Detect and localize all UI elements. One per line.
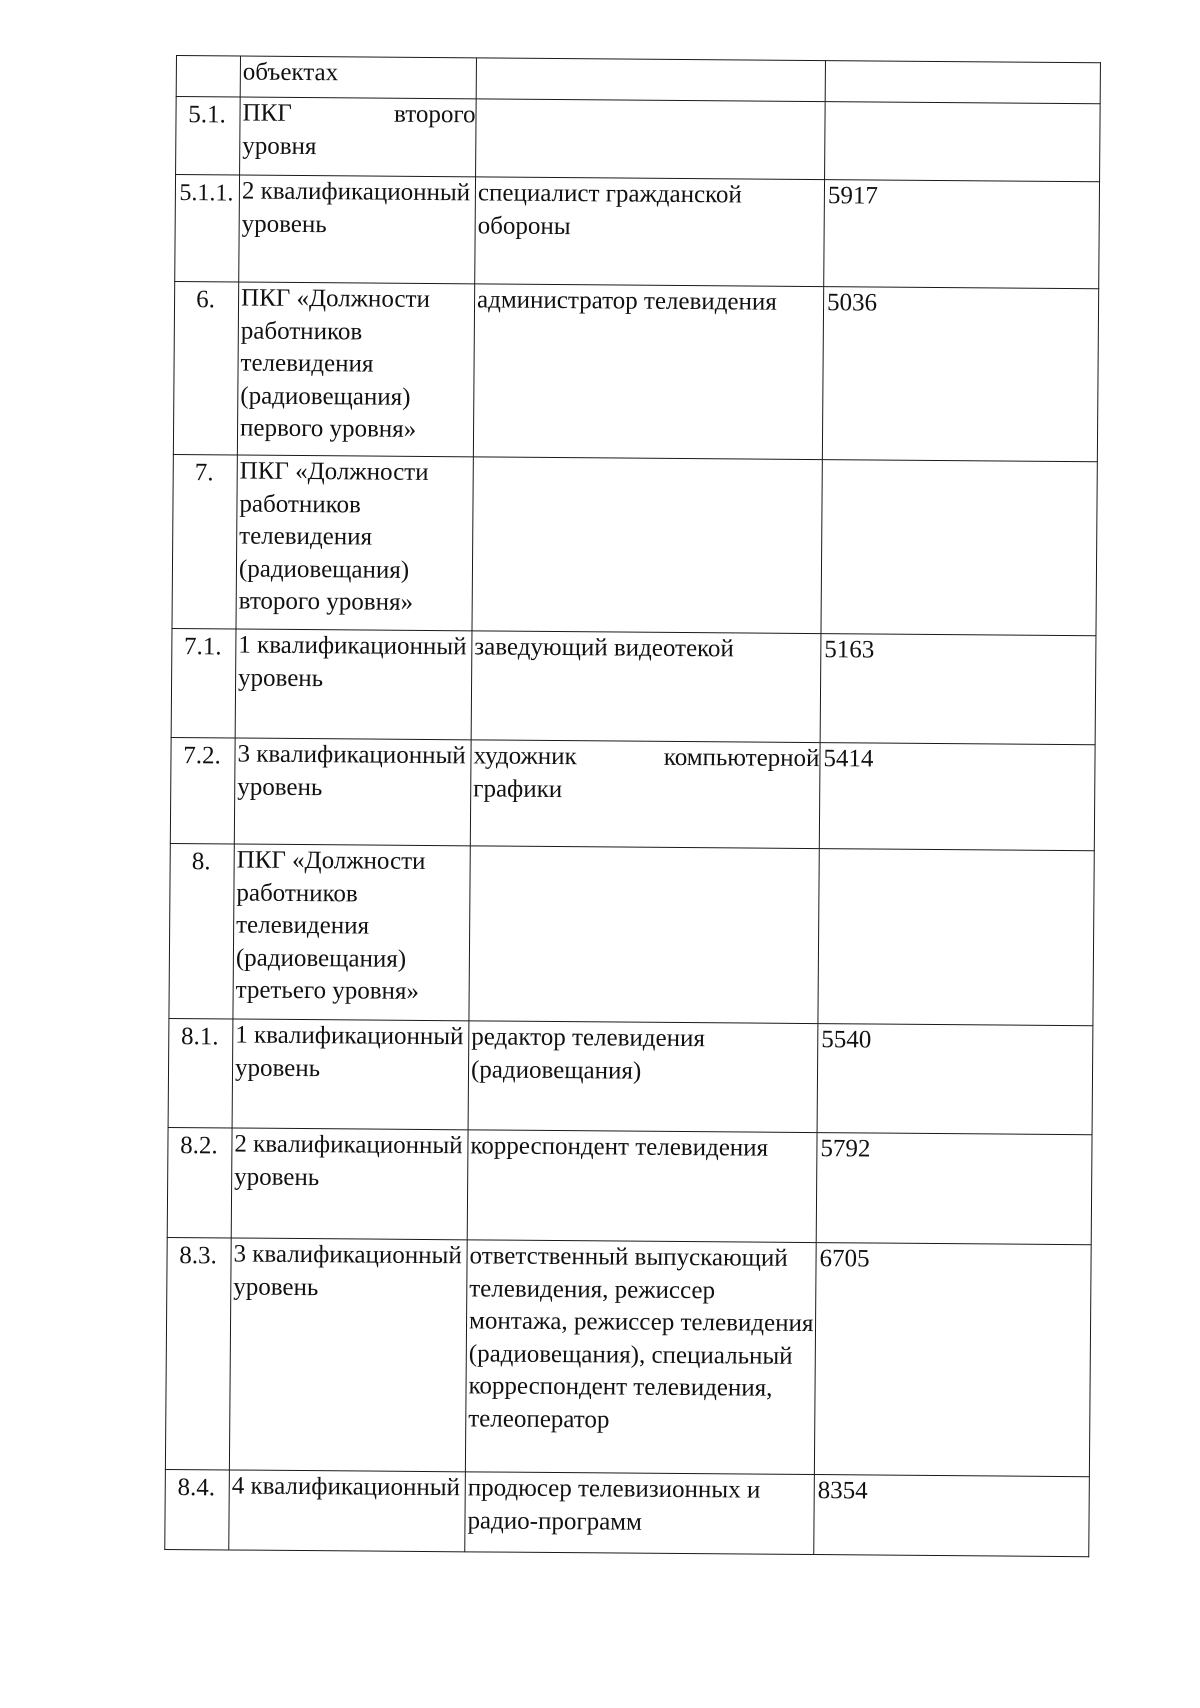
position-cell [472, 457, 822, 634]
group-word: ПКГ [242, 99, 292, 127]
table-row [173, 281, 1098, 461]
code-cell [821, 460, 1097, 636]
position-cell: редактор телевидения (радиовещания) [468, 1021, 818, 1133]
group-cell: ПКГ «Должности работников телевидения (радиовещания) первого уровня» [237, 282, 474, 457]
row-number: 8. [169, 843, 234, 1018]
code-cell [818, 849, 1094, 1026]
row-number: 5.1.1. [175, 175, 240, 282]
table-row [167, 1127, 1092, 1244]
group-word: второго [394, 100, 476, 129]
position-cell [476, 58, 825, 102]
code-cell: 5163 [820, 634, 1096, 745]
group-cell: ПКГ «Должности работников телевидения (радиовещания) третьего уровня» [233, 844, 470, 1021]
table-row [168, 1018, 1093, 1134]
code-cell: 5917 [824, 180, 1100, 289]
position-cell [476, 99, 826, 180]
qualification-table [164, 55, 1101, 1557]
group-cell: объектах [240, 56, 476, 99]
group-cell: 3 квалификационный уровень [234, 738, 471, 846]
group-cell: 1 квалификационный уровень [232, 1019, 469, 1130]
code-cell: 8354 [814, 1475, 1090, 1557]
group-cell: ПКГ «Должности работников телевидения (радиовещания) второго уровня» [236, 455, 473, 631]
row-number: 8.3. [165, 1237, 231, 1469]
code-cell: 5792 [816, 1133, 1092, 1245]
row-number: 7.2. [170, 737, 235, 843]
table-row [175, 175, 1100, 289]
row-number: 5.1. [176, 97, 241, 176]
row-number: 8.4. [165, 1469, 230, 1550]
row-number: 6. [173, 281, 238, 454]
code-cell: 5036 [822, 287, 1098, 462]
table-row [170, 737, 1095, 850]
position-cell: художник компьютерной графики [470, 740, 820, 849]
position-cell: заведующий видеотекой [471, 631, 821, 743]
group-cell: 2 квалификационный уровень [239, 175, 476, 284]
table-row [169, 843, 1094, 1025]
position-cell: продюсер телевизионных и радио-программ [465, 1472, 815, 1555]
position-cell: администратор телевидения [473, 284, 823, 460]
position-cell: ответственный выпускающий телевидения, режиссер монтажа, режиссер телевидения (радиовещания), специальный корреспондент телевидения, телеоператор [465, 1240, 816, 1475]
table-row [176, 97, 1101, 182]
position-cell: специалист гражданской обороны [475, 177, 825, 287]
code-cell: 5540 [817, 1024, 1093, 1135]
group-cell: 3 квалификационный уровень [229, 1238, 467, 1472]
table-row [165, 1469, 1090, 1556]
row-number [176, 56, 240, 98]
table-row [165, 1237, 1091, 1476]
table-row [171, 628, 1096, 744]
group-first-line [242, 98, 475, 132]
position-cell [469, 846, 819, 1024]
row-number: 8.1. [168, 1018, 233, 1127]
code-cell [825, 102, 1101, 182]
row-number: 7. [172, 454, 237, 628]
group-cell [240, 97, 477, 177]
code-cell [825, 61, 1100, 104]
code-cell: 5414 [819, 743, 1095, 851]
table-row [176, 56, 1100, 104]
table-row [172, 454, 1097, 635]
code-cell: 6705 [814, 1243, 1091, 1477]
position-cell: корреспондент телевидения [467, 1130, 817, 1243]
row-number: 8.2. [167, 1127, 232, 1237]
group-cell: 1 квалификационный уровень [235, 629, 472, 740]
group-cell: 4 квалификационный [229, 1470, 466, 1552]
row-number: 7.1. [171, 628, 236, 737]
group-cell: 2 квалификационный уровень [231, 1128, 468, 1240]
group-second-line: уровня [242, 132, 317, 160]
